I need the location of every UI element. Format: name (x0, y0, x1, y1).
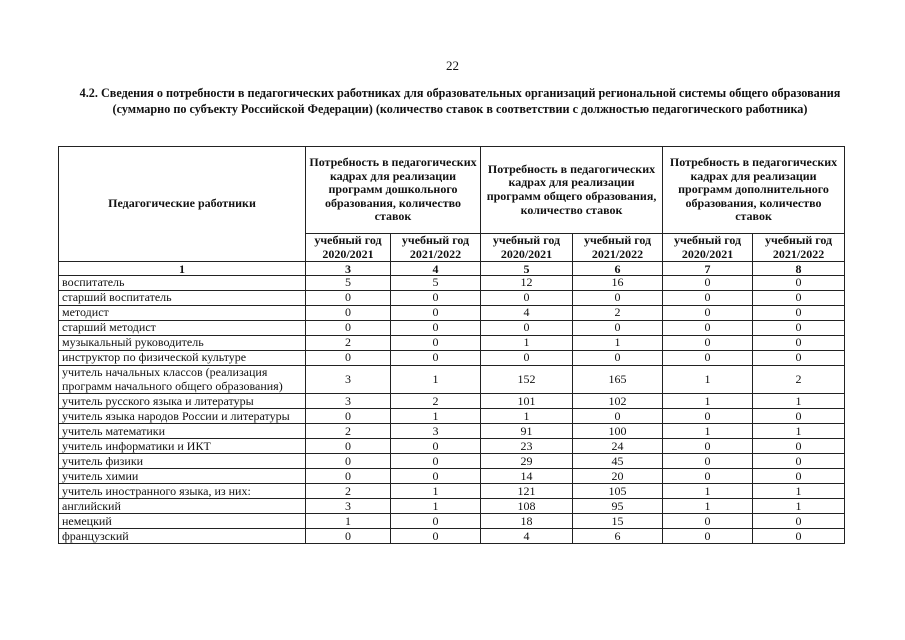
row-position-name: немецкий (59, 514, 306, 529)
row-value-cell: 1 (481, 336, 573, 351)
row-value-cell: 0 (306, 306, 391, 321)
table-row (59, 424, 845, 439)
row-value-cell: 1 (573, 336, 663, 351)
row-value-cell: 2 (573, 306, 663, 321)
column-number-row (59, 262, 845, 276)
row-value-cell: 4 (481, 306, 573, 321)
section-title: 4.2. Сведения о потребности в педагогических работниках для образовательных организаций региональной системы общего образования (суммарно по субъекту Российской Федерации) (количество ставок в соответствии с должностью педагогического работника) (79, 86, 841, 116)
column-number: 1 (59, 262, 306, 276)
row-position-name: учитель математики (59, 424, 306, 439)
header-group-preschool: Потребность в педагогических кадрах для реализации программ дошкольного образования, количество ставок (306, 147, 481, 234)
table-row (59, 484, 845, 499)
row-position-name: методист (59, 306, 306, 321)
table-row (59, 321, 845, 336)
row-value-cell: 0 (663, 321, 753, 336)
row-value-cell: 3 (306, 499, 391, 514)
row-value-cell: 0 (573, 321, 663, 336)
row-position-name: учитель информатики и ИКТ (59, 439, 306, 454)
table-row (59, 514, 845, 529)
row-value-cell: 1 (663, 484, 753, 499)
table-row (59, 529, 845, 544)
row-value-cell: 0 (391, 351, 481, 366)
row-position-name: учитель языка народов России и литературы (59, 409, 306, 424)
row-value-cell: 5 (391, 276, 481, 291)
row-value-cell: 14 (481, 469, 573, 484)
row-value-cell: 0 (663, 291, 753, 306)
row-value-cell: 1 (391, 409, 481, 424)
row-value-cell: 29 (481, 454, 573, 469)
row-value-cell: 0 (663, 439, 753, 454)
row-value-cell: 0 (753, 454, 845, 469)
row-position-name: инструктор по физической культуре (59, 351, 306, 366)
row-value-cell: 1 (663, 366, 753, 394)
column-number: 5 (481, 262, 573, 276)
header-year: учебный год 2020/2021 (663, 234, 753, 262)
column-number: 7 (663, 262, 753, 276)
row-value-cell: 0 (753, 336, 845, 351)
row-value-cell: 0 (663, 529, 753, 544)
row-value-cell: 1 (663, 424, 753, 439)
row-value-cell: 0 (753, 469, 845, 484)
row-value-cell: 16 (573, 276, 663, 291)
row-value-cell: 95 (573, 499, 663, 514)
header-group-additional: Потребность в педагогических кадрах для реализации программ дополнительного образования, количество ставок (663, 147, 845, 234)
row-value-cell: 20 (573, 469, 663, 484)
table-row (59, 336, 845, 351)
row-value-cell: 3 (306, 394, 391, 409)
row-value-cell: 0 (753, 291, 845, 306)
page-number: 22 (446, 58, 459, 73)
row-value-cell: 0 (753, 276, 845, 291)
row-value-cell: 102 (573, 394, 663, 409)
table-row (59, 366, 845, 394)
row-value-cell: 0 (663, 336, 753, 351)
row-value-cell: 105 (573, 484, 663, 499)
row-value-cell: 5 (306, 276, 391, 291)
row-value-cell: 0 (306, 469, 391, 484)
row-value-cell: 121 (481, 484, 573, 499)
row-position-name: музыкальный руководитель (59, 336, 306, 351)
row-value-cell: 0 (391, 454, 481, 469)
row-value-cell: 1 (391, 484, 481, 499)
row-value-cell: 18 (481, 514, 573, 529)
row-value-cell: 4 (481, 529, 573, 544)
row-position-name: воспитатель (59, 276, 306, 291)
row-position-name: учитель начальных классов (реализация программ начального общего образования) (59, 366, 306, 394)
row-value-cell: 0 (306, 454, 391, 469)
row-value-cell: 0 (391, 469, 481, 484)
row-value-cell: 1 (663, 499, 753, 514)
row-position-name: учитель иностранного языка, из них: (59, 484, 306, 499)
row-value-cell: 15 (573, 514, 663, 529)
header-year: учебный год 2020/2021 (306, 234, 391, 262)
row-value-cell: 0 (306, 351, 391, 366)
row-value-cell: 0 (481, 321, 573, 336)
row-value-cell: 3 (306, 366, 391, 394)
table-row (59, 439, 845, 454)
row-value-cell: 1 (481, 409, 573, 424)
row-value-cell: 101 (481, 394, 573, 409)
row-value-cell: 1 (306, 514, 391, 529)
row-value-cell: 0 (753, 351, 845, 366)
row-value-cell: 0 (573, 409, 663, 424)
row-value-cell: 2 (306, 484, 391, 499)
row-value-cell: 0 (391, 336, 481, 351)
row-value-cell: 0 (573, 351, 663, 366)
row-value-cell: 24 (573, 439, 663, 454)
row-value-cell: 0 (753, 409, 845, 424)
row-value-cell: 165 (573, 366, 663, 394)
row-value-cell: 12 (481, 276, 573, 291)
header-group-general: Потребность в педагогических кадрах для реализации программ общего образования, количество ставок (481, 147, 663, 234)
row-value-cell: 0 (306, 321, 391, 336)
row-position-name: учитель русского языка и литературы (59, 394, 306, 409)
row-value-cell: 0 (306, 409, 391, 424)
column-number: 6 (573, 262, 663, 276)
row-value-cell: 1 (391, 366, 481, 394)
row-value-cell: 0 (753, 321, 845, 336)
row-value-cell: 1 (753, 424, 845, 439)
row-value-cell: 108 (481, 499, 573, 514)
row-position-name: учитель физики (59, 454, 306, 469)
table-row (59, 394, 845, 409)
header-year: учебный год 2020/2021 (481, 234, 573, 262)
row-value-cell: 1 (663, 394, 753, 409)
header-pedagogical-workers: Педагогические работники (59, 147, 306, 262)
row-value-cell: 0 (481, 291, 573, 306)
row-value-cell: 0 (663, 514, 753, 529)
row-value-cell: 1 (391, 499, 481, 514)
table-row (59, 351, 845, 366)
header-year: учебный год 2021/2022 (391, 234, 481, 262)
row-value-cell: 45 (573, 454, 663, 469)
table-row (59, 469, 845, 484)
table-row (59, 454, 845, 469)
row-value-cell: 0 (663, 409, 753, 424)
column-number: 3 (306, 262, 391, 276)
row-value-cell: 1 (753, 484, 845, 499)
row-value-cell: 0 (391, 321, 481, 336)
row-position-name: старший методист (59, 321, 306, 336)
row-value-cell: 1 (753, 394, 845, 409)
header-year: учебный год 2021/2022 (573, 234, 663, 262)
table-row (59, 499, 845, 514)
table-row (59, 409, 845, 424)
row-value-cell: 1 (753, 499, 845, 514)
row-value-cell: 0 (663, 351, 753, 366)
row-value-cell: 2 (753, 366, 845, 394)
row-position-name: учитель химии (59, 469, 306, 484)
row-value-cell: 100 (573, 424, 663, 439)
row-value-cell: 0 (663, 306, 753, 321)
row-value-cell: 0 (753, 529, 845, 544)
row-value-cell: 0 (753, 439, 845, 454)
teacher-needs-table (58, 146, 845, 544)
table-row (59, 291, 845, 306)
row-position-name: старший воспитатель (59, 291, 306, 306)
row-value-cell: 0 (391, 529, 481, 544)
row-position-name: английский (59, 499, 306, 514)
row-value-cell: 0 (663, 469, 753, 484)
row-value-cell: 0 (753, 514, 845, 529)
row-value-cell: 3 (391, 424, 481, 439)
row-value-cell: 2 (391, 394, 481, 409)
row-value-cell: 0 (663, 454, 753, 469)
row-value-cell: 6 (573, 529, 663, 544)
row-value-cell: 0 (306, 291, 391, 306)
row-value-cell: 0 (306, 439, 391, 454)
row-value-cell: 0 (391, 291, 481, 306)
header-year: учебный год 2021/2022 (753, 234, 845, 262)
row-value-cell: 0 (391, 439, 481, 454)
row-value-cell: 2 (306, 424, 391, 439)
row-value-cell: 91 (481, 424, 573, 439)
table-row (59, 306, 845, 321)
row-value-cell: 0 (391, 514, 481, 529)
column-number: 4 (391, 262, 481, 276)
row-value-cell: 152 (481, 366, 573, 394)
row-value-cell: 0 (481, 351, 573, 366)
row-value-cell: 2 (306, 336, 391, 351)
row-value-cell: 0 (391, 306, 481, 321)
row-position-name: французский (59, 529, 306, 544)
column-number: 8 (753, 262, 845, 276)
row-value-cell: 0 (753, 306, 845, 321)
row-value-cell: 0 (306, 529, 391, 544)
row-value-cell: 0 (573, 291, 663, 306)
table-row (59, 276, 845, 291)
row-value-cell: 0 (663, 276, 753, 291)
row-value-cell: 23 (481, 439, 573, 454)
